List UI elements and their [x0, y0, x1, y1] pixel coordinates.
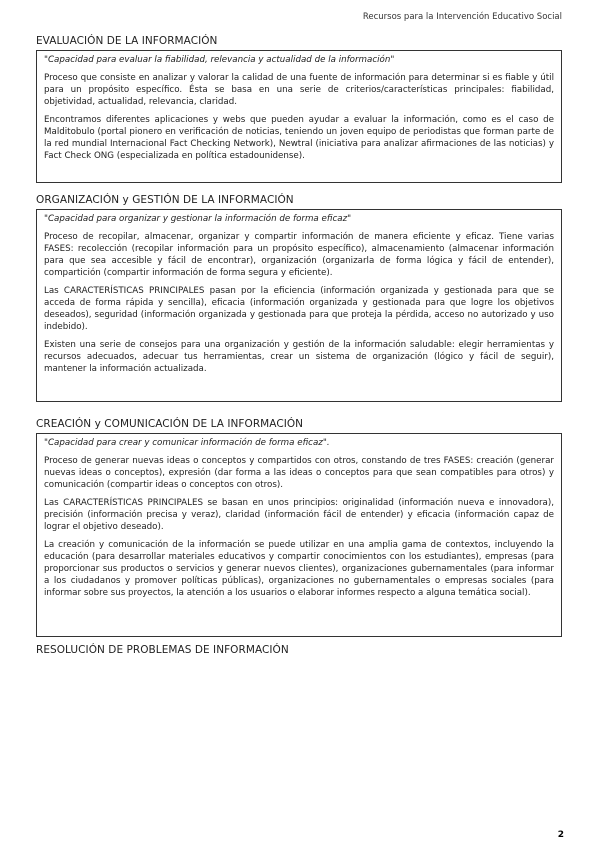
paragraph: Las CARACTERÍSTICAS PRINCIPALES se basan en unos principios: originalidad (información nueva e innovadora), precisión (información precisa y veraz), claridad (información fácil de entender) y eficacia (información capaz de lograr el objetivo deseado).	[44, 498, 554, 532]
paragraph: La creación y comunicación de la información se puede utilizar en una amplia gama de contextos, incluyendo la educación (para desarrollar materiales educativos y compartir conocimientos con los estudiantes), empresas (para proporcionar sus productos o servicios y generar nuevos clientes), organizaciones gubernamentales (para informar a los ciudadanos y promover políticas públicas), organizaciones no gubernamentales o empresas sociales (para informar sobre sus proyectos, la atención a los usuarios o elaborar informes respecto a alguna temática social).	[44, 540, 554, 598]
section-box-organizacion	[36, 209, 562, 402]
paragraph: Proceso que consiste en analizar y valorar la calidad de una fuente de información para determinar si es fiable y útil para un propósito específico. Ésta se basa en una serie de criterios/características principales: fiabilidad, objetividad, actualidad, relevancia, claridad.	[44, 73, 554, 107]
definition-quote: "Capacidad para crear y comunicar información de forma eficaz".	[44, 438, 330, 448]
running-header: Recursos para la Intervención Educativo Social	[362, 12, 562, 22]
section-heading-evaluacion: EVALUACIÓN DE LA INFORMACIÓN	[36, 35, 218, 47]
section-box-evaluacion	[36, 50, 562, 183]
paragraph: Las CARACTERÍSTICAS PRINCIPALES pasan por la eficiencia (información organizada y gestionada para que se acceda de forma rápida y sencilla), eficacia (información organizada y gestionada para que logre los objetivos deseados), seguridad (información organizada y gestionada para que proteja la pérdida, acceso no autorizado y uso indebido).	[44, 286, 554, 332]
paragraph: Proceso de generar nuevas ideas o conceptos y compartidos con otros, constando de tres FASES: creación (generar nuevas ideas o conceptos), expresión (dar forma a las ideas o conceptos para que sean compatibles para otros) y comunicación (compartir ideas o conceptos con otros).	[44, 456, 554, 490]
definition-quote: "Capacidad para evaluar la fiabilidad, relevancia y actualidad de la información"	[44, 55, 395, 65]
definition-quote: "Capacidad para organizar y gestionar la información de forma eficaz"	[44, 214, 352, 224]
paragraph: Encontramos diferentes aplicaciones y webs que pueden ayudar a evaluar la información, como es el caso de Malditobulo (portal pionero en verificación de noticias, teniendo un joven equipo de periodistas que forman parte de la red mundial Internacional Fact Checking Network), Newtral (iniciativa para analizar afirmaciones de las noticias) y Fact Check ONG (especializada en política estadounidense).	[44, 115, 554, 161]
section-heading-resolucion: RESOLUCIÓN DE PROBLEMAS DE INFORMACIÓN	[36, 644, 289, 656]
paragraph: Proceso de recopilar, almacenar, organizar y compartir información de manera eficiente y eficaz. Tiene varias FASES: recolección (recopilar información para un propósito específico), almacenamiento (almacenar información para que sea accesible y fácil de encontrar), organización (organizarla de forma lógica y fácil de entender), compartición (compartir información de forma segura y eficiente).	[44, 232, 554, 278]
section-heading-creacion: CREACIÓN y COMUNICACIÓN DE LA INFORMACIÓN	[36, 418, 304, 430]
page-number: 2	[557, 830, 564, 840]
section-box-creacion	[36, 433, 562, 637]
paragraph: Existen una serie de consejos para una organización y gestión de la información saludable: elegir herramientas y recursos adecuados, adecuar tus herramientas, crear un sistema de organización (lógico y fácil de seguir), mantener la información actualizada.	[44, 340, 554, 374]
section-heading-organizacion: ORGANIZACIÓN y GESTIÓN DE LA INFORMACIÓN	[36, 194, 294, 206]
